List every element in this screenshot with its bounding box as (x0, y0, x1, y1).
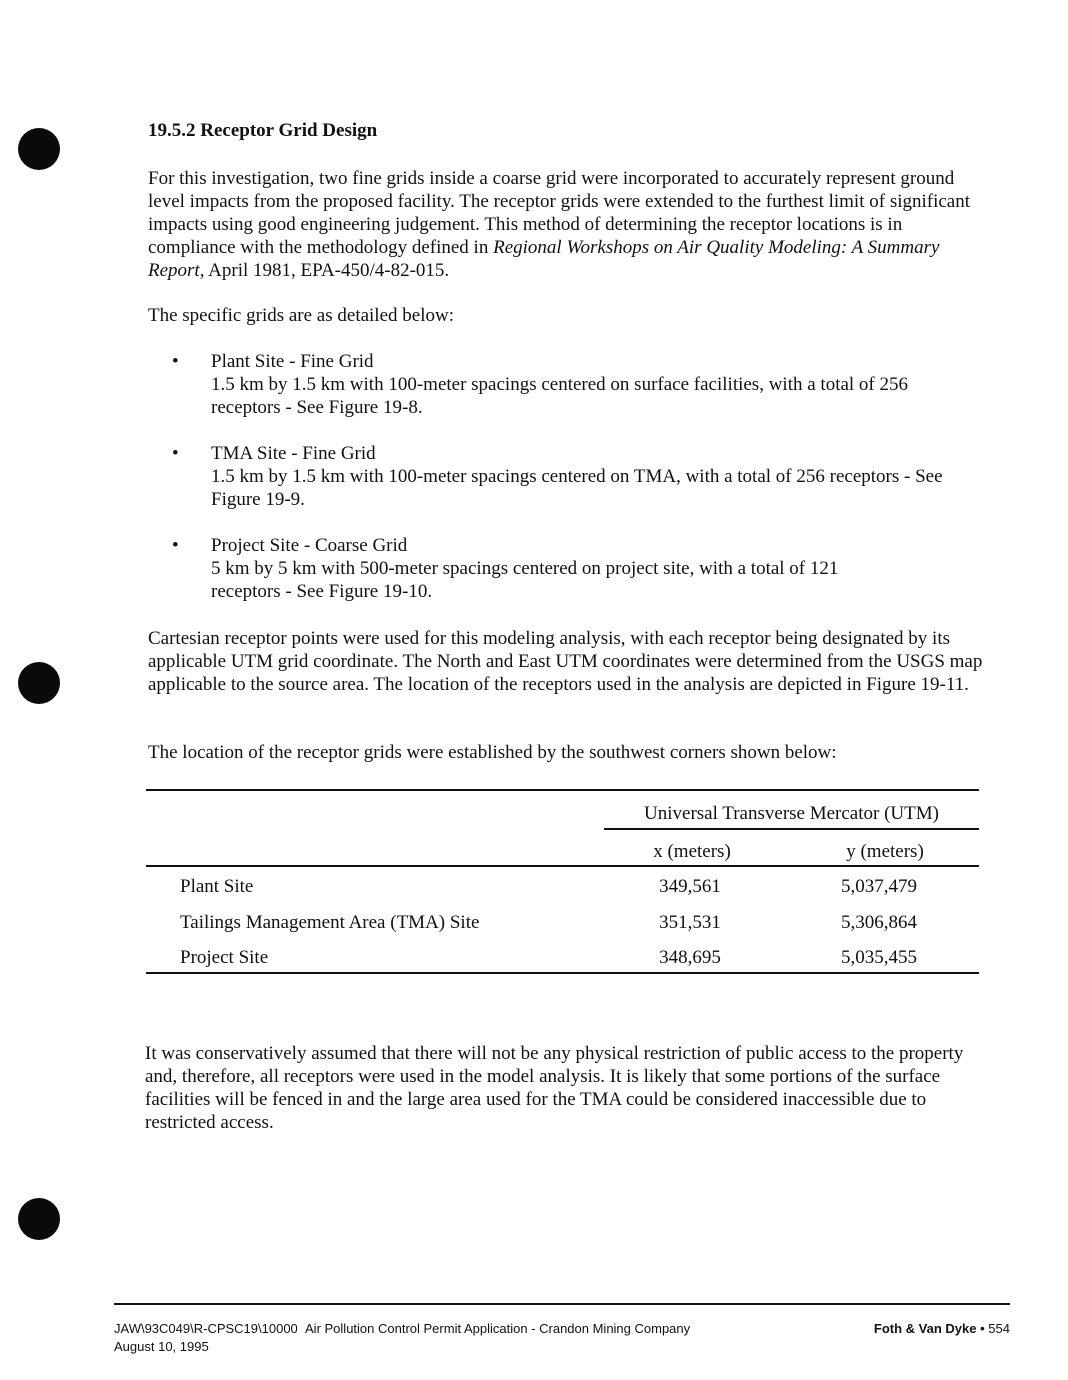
x-value: 348,695 (659, 947, 721, 968)
grid-item-tma-site (211, 442, 1001, 511)
binder-hole-top (18, 128, 60, 170)
footer-separator: • (980, 1321, 985, 1336)
grid-item-project-site (211, 534, 1001, 603)
utm-group-header: Universal Transverse Mercator (UTM) (644, 803, 939, 824)
grid-item-title: Plant Site - Fine Grid (211, 351, 374, 372)
intro-paragraph (148, 167, 988, 282)
footer-left (114, 1320, 690, 1356)
cartesian-paragraph: Cartesian receptor points were used for this modeling analysis, with each receptor being designated by its applicable UTM grid coordinate. The North and East UTM coordinates were determined from the USGS map applicable to the source area. The location of the receptors used in the analysis are depicted in Figure 19-11. (148, 628, 983, 695)
section-heading: 19.5.2 Receptor Grid Design (148, 120, 378, 141)
site-name: Tailings Management Area (TMA) Site (180, 912, 480, 933)
column-header-x: x (meters) (653, 841, 731, 862)
grid-item-description: 5 km by 5 km with 500-meter spacings centered on project site, with a total of 121 receptors - See Figure 19-10. (211, 558, 839, 602)
site-name: Project Site (180, 947, 269, 968)
site-name: Plant Site (180, 876, 254, 897)
footer-rule (114, 1303, 1010, 1305)
closing-paragraph: It was conservatively assumed that there will not be any physical restriction of public access to the property and, therefore, all receptors were used in the model analysis. It is likely that some portions of the surface facilities will be fenced in and the large area used for the TMA could be considered inaccessible due to restricted access. (145, 1043, 964, 1133)
grid-item-plant-site (211, 350, 1001, 419)
y-value: 5,037,479 (841, 876, 917, 897)
footer-date: August 10, 1995 (114, 1339, 209, 1354)
grid-item-title: TMA Site - Fine Grid (211, 443, 376, 464)
footer-path: JAW\93C049\R-CPSC19\10000 (114, 1321, 298, 1336)
table-top-rule (146, 789, 979, 791)
grid-item-title: Project Site - Coarse Grid (211, 535, 408, 556)
bullet-icon: • (172, 535, 179, 556)
y-value: 5,035,455 (841, 947, 917, 968)
footer-document-title: Air Pollution Control Permit Application - Crandon Mining Company (305, 1321, 691, 1336)
binder-hole-middle (18, 662, 60, 704)
group-header-rule (604, 828, 979, 830)
x-value: 351,531 (659, 912, 721, 933)
intro-text-before: For this investigation, two fine grids inside a coarse grid were incorporated to accurately represent ground level impacts from the proposed facility. The receptor grids were extended to the furthest limit of significant impacts using good engineering judgement. This method of determining the receptor locations is in compliance with the methodology defined in (148, 168, 971, 258)
grid-item-description: 1.5 km by 1.5 km with 100-meter spacings centered on surface facilities, with a total of 256 receptors - See Figure 19-8. (211, 374, 909, 418)
footer-page-number: 554 (988, 1321, 1010, 1336)
grid-item-description: 1.5 km by 1.5 km with 100-meter spacings centered on TMA, with a total of 256 receptors - See Figure 19-9. (211, 466, 943, 510)
header-bottom-rule (146, 865, 979, 867)
table-bottom-rule (146, 972, 979, 974)
column-header-y: y (meters) (846, 841, 924, 862)
y-value: 5,306,864 (841, 912, 917, 933)
grids-intro: The specific grids are as detailed below: (148, 305, 454, 326)
footer-company: Foth & Van Dyke (873, 1321, 977, 1336)
footer-right (874, 1320, 1010, 1338)
bullet-icon: • (172, 443, 179, 464)
x-value: 349,561 (659, 876, 721, 897)
reference-title: Regional Workshops on Air Quality Modeling: A Summary Report (148, 237, 940, 281)
bullet-icon: • (172, 351, 179, 372)
binder-hole-bottom (18, 1198, 60, 1240)
table-intro: The location of the receptor grids were established by the southwest corners shown below: (148, 742, 837, 763)
intro-text-after: , April 1981, EPA-450/4-82-015. (199, 260, 450, 281)
